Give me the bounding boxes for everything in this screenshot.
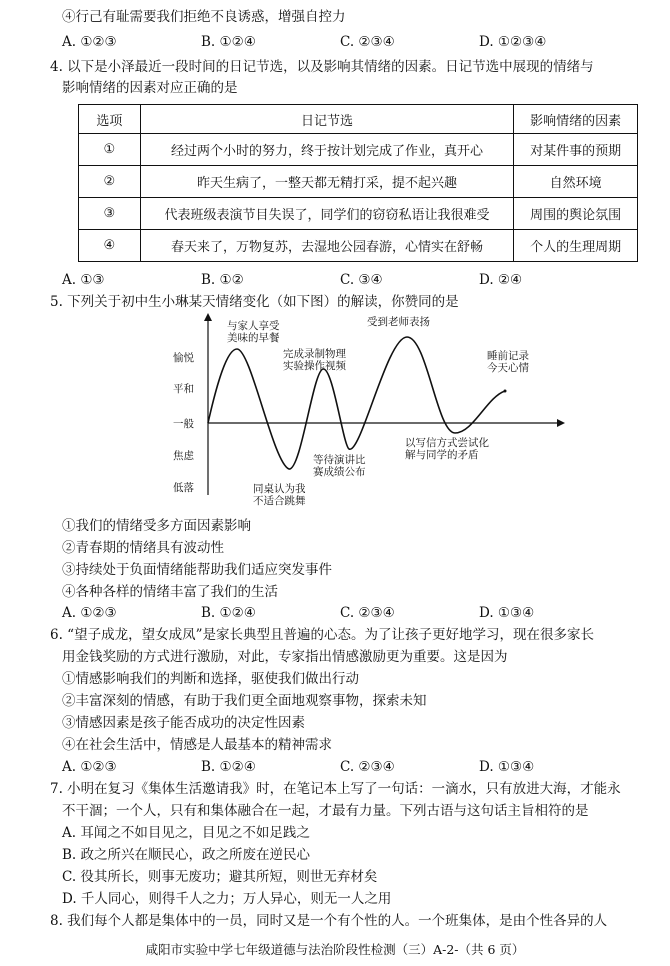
q6-stem-line-1: 6. “望子成龙，望女成凤”是家长典型且普遍的心态。为了让孩子更好地学习，现在很多家长 [50, 627, 594, 643]
q6-option-b: B. ①②④ [201, 759, 256, 775]
annot-breakfast-line-2: 美味的早餐 [227, 332, 280, 344]
page-footer: 咸阳市实验中学七年级道德与法治阶段性检测（三）A-2-（共 6 页） [145, 942, 525, 957]
annot-letter-line-2: 解与同学的矛盾 [405, 449, 479, 461]
x-axis-arrow [557, 419, 565, 427]
table-cell-option: ② [79, 166, 141, 198]
q6-option-a: A. ①②③ [62, 759, 117, 775]
q5-option-b: B. ①②④ [201, 605, 256, 621]
table-cell-diary: 经过两个小时的努力，终于按计划完成了作业，真开心 [140, 134, 514, 166]
q4-option-b: B. ①② [201, 272, 244, 288]
q6-options [62, 758, 652, 776]
q6-option-c: C. ②③④ [340, 759, 395, 775]
table-cell-factor: 对某件事的预期 [514, 134, 638, 166]
y-axis-arrow [204, 313, 212, 321]
y-label-anxious: 焦虑 [173, 450, 194, 462]
table-header-diary: 日记节选 [140, 105, 514, 134]
q4-option-a: A. ①③ [62, 272, 105, 288]
q7-choice-b: B. 政之所兴在顺民心，政之所废在逆民心 [62, 847, 311, 863]
q5-stem: 5. 下列关于初中生小琳某天情绪变化（如下图）的解读，你赞同的是 [50, 294, 459, 310]
table-cell-diary: 代表班级表演节目失误了，同学们的窃窃私语让我很难受 [140, 198, 514, 230]
q3-option-d: D. ①②③④ [479, 34, 547, 50]
q7-choice-d: D. 千人同心，则得千人之力；万人异心，则无一人之用 [62, 891, 392, 907]
annot-deskmate-line-1: 同桌认为我 [253, 483, 306, 495]
q6-item-1: ①情感影响我们的判断和选择，驱使我们做出行动 [62, 671, 359, 687]
y-label-calm: 平和 [173, 383, 194, 395]
q5-option-d: D. ①③④ [479, 605, 535, 621]
q3-option-a: A. ①②③ [62, 34, 117, 50]
q7-stem-line-1: 7. 小明在复习《集体生活邀请我》时，在笔记本上写了一句话：一滴水，只有放进大海，才能永 [50, 781, 621, 797]
table-header-factor: 影响情绪的因素 [514, 105, 638, 134]
table-row [79, 198, 638, 230]
annot-praise: 受到老师表扬 [367, 316, 430, 328]
q7-choice-a: A. 耳闻之不如目见之，目见之不如足践之 [62, 825, 310, 841]
y-label-joyful: 愉悦 [173, 352, 194, 364]
table-cell-option: ① [79, 134, 141, 166]
q4-option-d: D. ②④ [479, 272, 523, 288]
q8-stem-line-1: 8. 我们每个人都是集体中的一员，同时又是一个有个性的人。一个班集体，是由个性各异的人 [50, 913, 608, 929]
annot-video-line-1: 完成录制物理 [283, 348, 346, 360]
q3-option-c: C. ②③④ [340, 34, 395, 50]
q4-stem-line-1: 4. 以下是小泽最近一段时间的日记节选，以及影响其情绪的因素。日记节选中展现的情绪与 [50, 59, 594, 75]
q5-item-4: ④各种各样的情绪丰富了我们的生活 [62, 584, 278, 600]
table-cell-factor: 周围的舆论氛围 [514, 198, 638, 230]
annot-letter-line-1: 以写信方式尝试化 [405, 437, 489, 449]
annot-diary-line-1: 睡前记录 [487, 350, 529, 362]
q3-item-4: ④行己有耻需要我们拒绝不良诱惑，增强自控力 [62, 9, 346, 25]
q6-stem-line-2: 用金钱奖励的方式进行激励，对此，专家指出情感激励更为重要。这是因为 [62, 649, 508, 665]
q4-stem-line-2: 影响情绪的因素对应正确的是 [62, 80, 238, 96]
q6-item-3: ③情感因素是孩子能否成功的决定性因素 [62, 715, 305, 731]
emotion-change-chart [165, 313, 565, 515]
q5-item-2: ②青春期的情绪具有波动性 [62, 540, 224, 556]
q3-option-b: B. ①②④ [201, 34, 256, 50]
q5-item-1: ①我们的情绪受多方面因素影响 [62, 518, 251, 534]
q5-option-c: C. ②③④ [340, 605, 395, 621]
q6-item-4: ④在社会生活中，情感是人最基本的精神需求 [62, 737, 332, 753]
q5-options [62, 604, 652, 622]
table-row [79, 166, 638, 198]
y-label-normal: 一般 [173, 418, 194, 430]
q7-choice-c: C. 役其所长，则事无废功；避其所短，则世无弃材矣 [62, 869, 378, 885]
table-cell-diary: 昨天生病了，一整天都无精打采，提不起兴趣 [140, 166, 514, 198]
q6-item-2: ②丰富深刻的情感，有助于我们更全面地观察事物，探索未知 [62, 693, 427, 709]
q3-options [62, 33, 652, 51]
annot-speech-line-2: 赛成绩公布 [313, 466, 366, 478]
q4-diary-table [78, 104, 638, 262]
table-cell-factor: 个人的生理周期 [514, 230, 638, 262]
table-cell-option: ③ [79, 198, 141, 230]
y-label-low: 低落 [173, 482, 194, 494]
table-row [79, 230, 638, 262]
annot-deskmate-line-2: 不适合跳舞 [253, 495, 306, 507]
annot-speech-line-1: 等待演讲比 [313, 454, 366, 466]
annot-breakfast-line-1: 与家人享受 [227, 320, 280, 332]
q4-options [62, 271, 652, 289]
q6-option-d: D. ①③④ [479, 759, 535, 775]
q4-option-c: C. ③④ [340, 272, 383, 288]
table-cell-diary: 春天来了，万物复苏，去湿地公园春游，心情实在舒畅 [140, 230, 514, 262]
annot-video-line-2: 实验操作视频 [283, 360, 346, 372]
table-header-option: 选项 [79, 105, 141, 134]
q7-stem-line-2: 不干涸；一个人，只有和集体融合在一起，才最有力量。下列古语与这句话主旨相符的是 [62, 803, 589, 819]
table-cell-factor: 自然环境 [514, 166, 638, 198]
annot-diary-line-2: 今天心情 [487, 362, 529, 374]
table-header-row [79, 105, 638, 134]
q5-item-3: ③持续处于负面情绪能帮助我们适应突发事件 [62, 562, 332, 578]
table-cell-option: ④ [79, 230, 141, 262]
q5-option-a: A. ①②③ [62, 605, 117, 621]
curve-end-dot [504, 390, 507, 393]
table-row [79, 134, 638, 166]
